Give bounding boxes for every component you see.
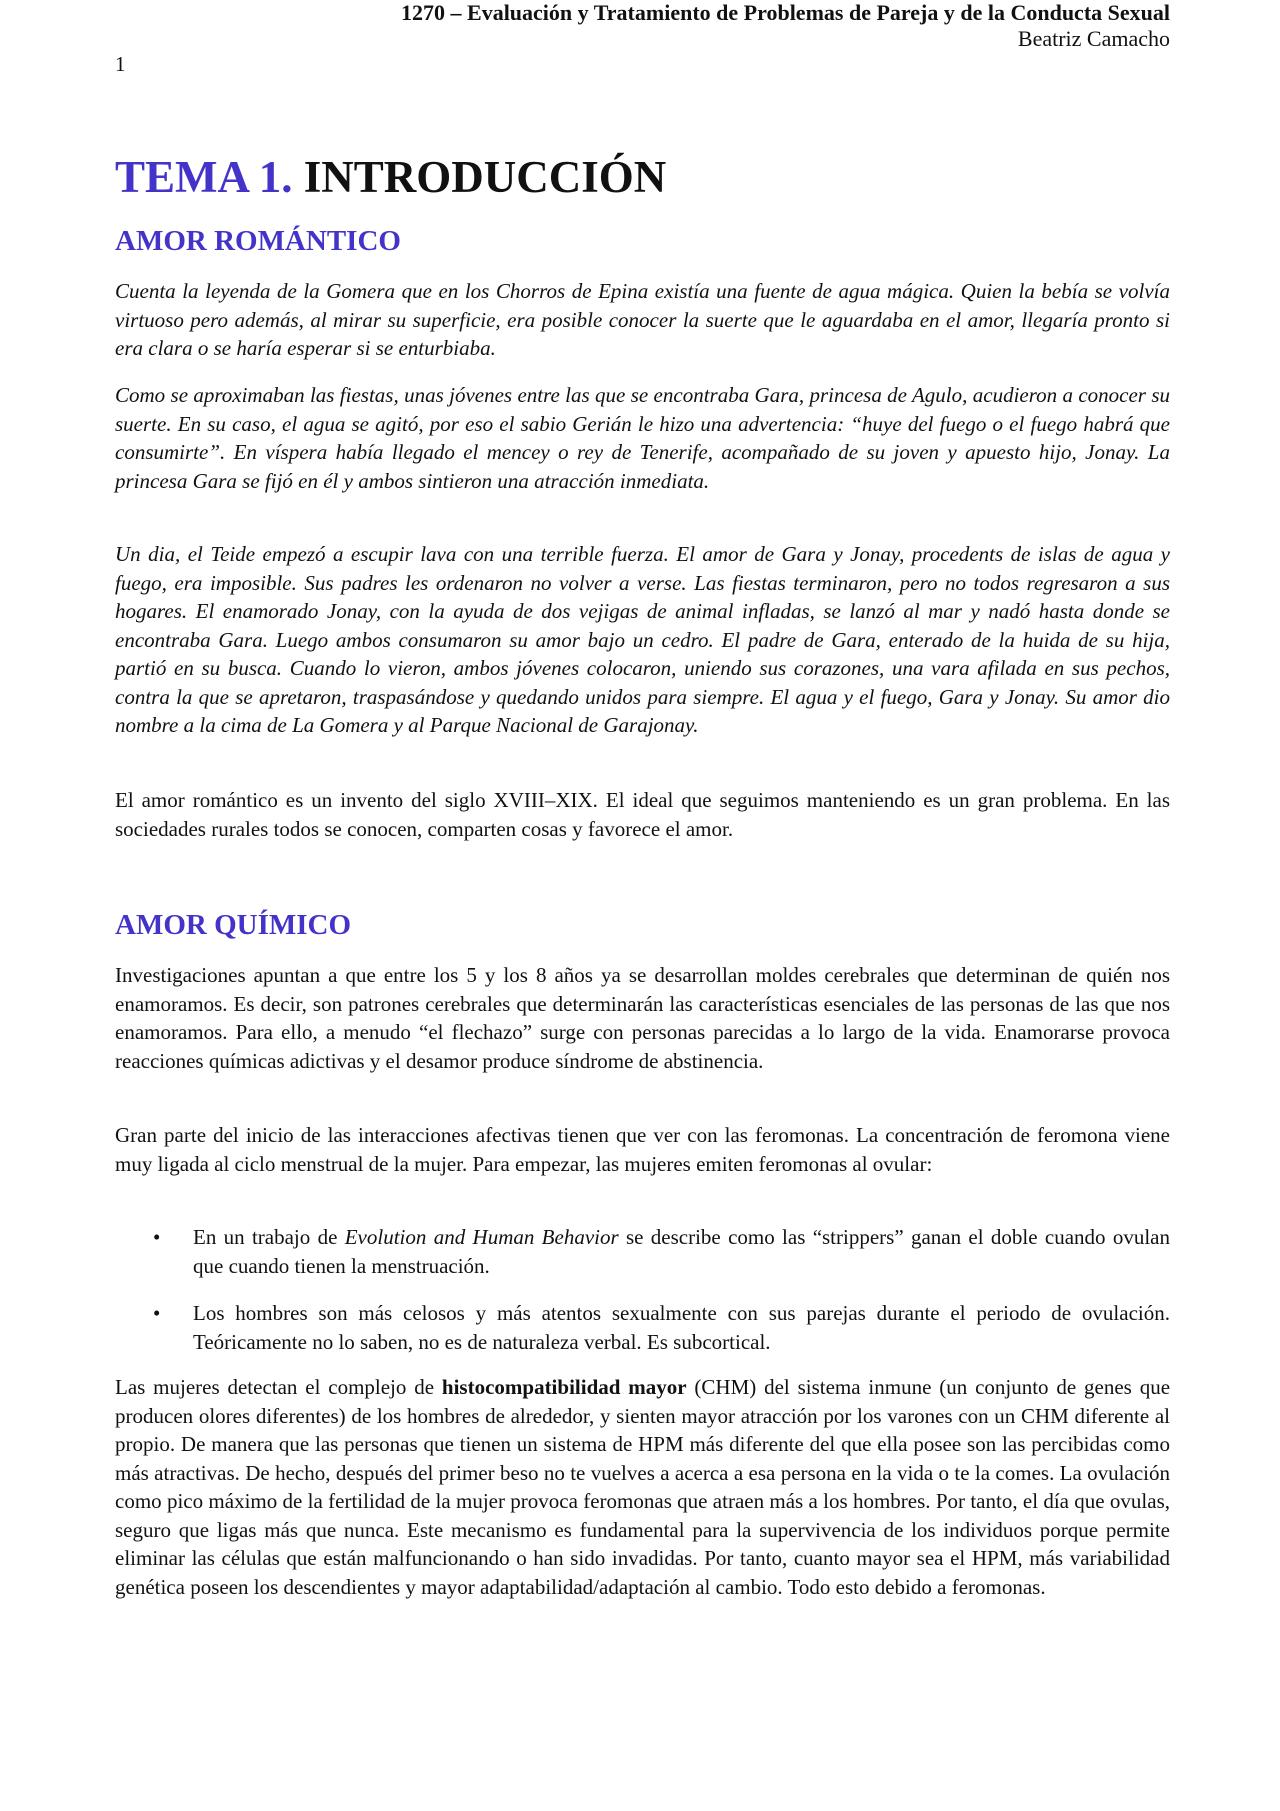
page-title: [115, 150, 666, 204]
paragraph: [115, 1373, 1170, 1601]
bullet-icon: •: [153, 1225, 161, 1249]
paragraph: Cuenta la leyenda de la Gomera que en los Chorros de Epina existía una fuente de agua mágica. Quien la bebía se volvía virtuoso pero además, al mirar su superficie, era posible conocer la suerte que le aguardaba en el amor, llegaría pronto si era clara o se haría esperar si se enturbiaba.: [115, 279, 1170, 360]
author-header: Beatriz Camacho: [1017, 26, 1170, 51]
journal-title: Evolution and Human Behavior: [344, 1225, 619, 1249]
course-header: 1270 – Evaluación y Tratamiento de Problemas de Pareja y de la Conducta Sexual: [401, 0, 1170, 25]
section-heading-amor-quimico: AMOR QUÍMICO: [115, 909, 352, 941]
list-item-text: se describe como las “strippers” ganan el doble cuando ovulan que cuando tienen la menstruación.: [193, 1225, 1170, 1278]
paragraph: Como se aproximaban las fiestas, unas jóvenes entre las que se encontraba Gara, princesa de Agulo, acudieron a conocer su suerte. En su caso, el agua se agitó, por eso el sabio Gerián le hizo una advertencia: “huye del fuego o el fuego habrá que consumirte”. En víspera había llegado el mencey o rey de Tenerife, acompañado de su joven y apuesto hijo, Jonay. La princesa Gara se fijó en él y ambos sintieron una atracción inmediata.: [115, 383, 1170, 493]
section-heading-amor-romantico: AMOR ROMÁNTICO: [115, 225, 401, 257]
paragraph: Un dia, el Teide empezó a escupir lava con una terrible fuerza. El amor de Gara y Jonay, procedents de islas de agua y fuego, era imposible. Sus padres les ordenaron no volver a verse. Las fiestas terminaron, pero no todos regresaron a sus hogares. El enamorado Jonay, con la ayuda de dos vejigas de animal infladas, se lanzó al mar y nadó hasta donde se encontraba Gara. Luego ambos consumaron su amor bajo un cedro. El padre de Gara, enterado de la huida de su hija, partió en su busca. Cuando lo vieron, ambos jóvenes colocaron, uniendo sus corazones, una vara afilada en sus pechos, contra la que se apretaron, traspasándose y quedando unidos para siempre. El agua y el fuego, Gara y Jonay. Su amor dio nombre a la cima de La Gomera y al Parque Nacional de Garajonay.: [115, 542, 1170, 737]
bold-term: histocompatibilidad mayor: [441, 1375, 687, 1399]
paragraph: Investigaciones apuntan a que entre los 5 y los 8 años ya se desarrollan moldes cerebrales que determinan de quién nos enamoramos. Es decir, son patrones cerebrales que determinarán las características esenciales de las personas de las que nos enamoramos. Para ello, a menudo “el flechazo” surge con personas parecidas a lo largo de la vida. Enamorarse provoca reacciones químicas adictivas y el desamor produce síndrome de abstinencia.: [115, 963, 1170, 1073]
paragraph-text: Las mujeres detectan el complejo de: [115, 1375, 442, 1399]
title-text: INTRODUCCIÓN: [303, 152, 667, 202]
paragraph-text: (CHM) del sistema inmune (un conjunto de genes que producen olores diferentes) de los hombres de alrededor, y sienten mayor atracción por los varones con un CHM diferente al propio. De manera que las personas que tienen un sistema de HPM más diferente del que ella posee son las percibidas como más atractivas. De hecho, después del primer beso no te vuelves a acerca a esa persona en la vida o te la comes. La ovulación como pico máximo de la fertilidad de la mujer provoca feromonas que atraen más a los hombres. Por tanto, el día que ovulas, seguro que ligas más que nunca. Este mecanismo es fundamental para la supervivencia de los individuos porque permite eliminar las células que están malfuncionando o han sido invadidas. Por tanto, cuanto mayor sea el HPM, más variabilidad genética poseen los descendientes y mayor adaptabilidad/adaptación al cambio. Todo esto debido a feromonas.: [115, 1375, 1171, 1599]
page-number: 1: [115, 52, 126, 76]
list-item: Los hombres son más celosos y más atentos sexualmente con sus parejas durante el periodo de ovulación. Teóricamente no lo saben, no es de naturaleza verbal. Es subcortical.: [193, 1301, 1170, 1354]
title-prefix: TEMA 1.: [115, 152, 293, 202]
list-item: [193, 1223, 1170, 1280]
paragraph: El amor romántico es un invento del siglo XVIII–XIX. El ideal que seguimos manteniendo es un gran problema. En las sociedades rurales todos se conocen, comparten cosas y favorece el amor.: [115, 788, 1170, 841]
paragraph: Gran parte del inicio de las interacciones afectivas tienen que ver con las feromonas. La concentración de feromona viene muy ligada al ciclo menstrual de la mujer. Para empezar, las mujeres emiten feromonas al ovular:: [115, 1123, 1170, 1176]
list-item-text: En un trabajo de: [193, 1225, 345, 1249]
bullet-icon: •: [153, 1301, 161, 1325]
